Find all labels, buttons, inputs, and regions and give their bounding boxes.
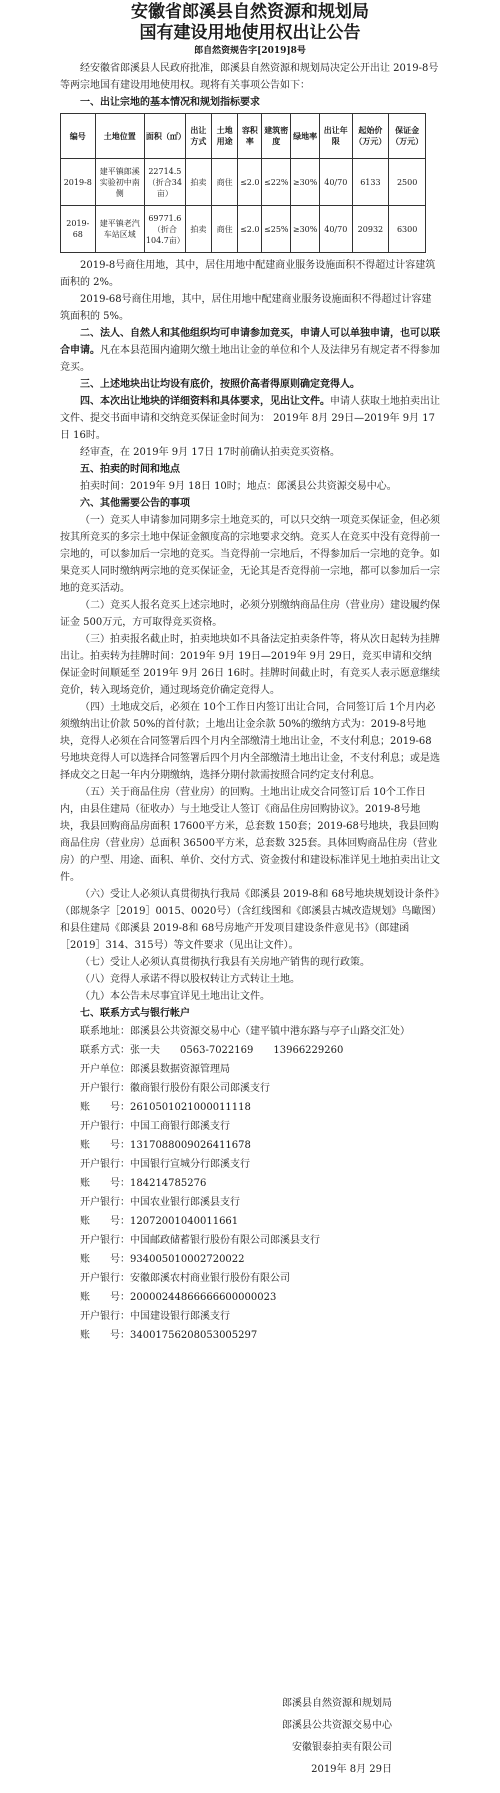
table-cell: 69771.6（折合104.7亩） bbox=[144, 206, 185, 253]
table-row bbox=[61, 159, 426, 206]
page-subtitle: 国有建设用地使用权出让公告 bbox=[139, 23, 361, 43]
table-cell: 40/70 bbox=[320, 159, 353, 206]
table-cell: 6300 bbox=[389, 206, 426, 253]
item-3: （三）拍卖报名截止时，拍卖地块如不具备法定拍卖条件等，将从次日起转为挂牌出让。拍卖转为挂牌时间：2019年 9月 19日—2019年 9月 29日，竞买申请和交纳保证金时间顺延至 2019年 9月 26日 16时。挂牌时间截止时，有竞买人表示愿意继续竞价，转入现场竞价，通过现场竞价确定竞得人。 bbox=[60, 634, 440, 696]
bank-account: 账 号：2610501021000011118 bbox=[80, 1102, 251, 1113]
issuer-3: 安徽银泰拍卖有限公司 bbox=[292, 1742, 392, 1753]
item-7: （七）受让人必须认真贯彻执行我县有关房地产销售的现行政策。 bbox=[80, 957, 370, 968]
bank-name: 开户银行：中国工商银行郎溪支行 bbox=[80, 1121, 230, 1132]
table-cell: ≤2.0 bbox=[238, 206, 262, 253]
table-row bbox=[61, 206, 426, 253]
parcel-table bbox=[60, 113, 426, 253]
bank-name: 开户银行：中国邮政储蓄银行股份有限公司郎溪县支行 bbox=[80, 1235, 320, 1246]
table-cell: 商住 bbox=[212, 159, 238, 206]
table-cell: ≤22% bbox=[262, 159, 291, 206]
page-header bbox=[0, 0, 500, 58]
section6-heading: 六、其他需要公告的事项 bbox=[80, 498, 190, 509]
table-cell: 2500 bbox=[389, 159, 426, 206]
item-4: （四）土地成交后，必须在 10个工作日内签订出让合同，合同签订后 1个月内必须缴纳出让价款 50%的首付款；土地出让金余款 50%的缴纳方式为：2019-8号地块，竞得人必须在合同签署后四个月内全部缴清土地出让金，不支付利息；2019-68号地块竞得人可以选择合同签署后四个月内全部缴清土地出让金，不支付利息；或是选择成交之日起一年内分期缴纳，选择分期付款需按照合同约定支付利息。 bbox=[60, 702, 440, 781]
table-cell: ≤2.0 bbox=[238, 159, 262, 206]
table-cell: ≥30% bbox=[291, 159, 320, 206]
table-header-cell: 建筑密度 bbox=[262, 114, 291, 159]
section2-paragraph bbox=[60, 325, 440, 376]
contact-phone: 联系方式：张一夫 0563-7022169 13966229260 bbox=[80, 1045, 344, 1056]
section3-heading: 三、上述地块出让均设有底价，按照价高者得原则确定竞得人。 bbox=[80, 379, 360, 390]
table-header-cell: 土地位置 bbox=[95, 114, 144, 159]
bank-name: 开户银行：中国建设银行郎溪支行 bbox=[80, 1311, 230, 1322]
item-9: （九）本公告未尽事宜详见土地出让文件。 bbox=[80, 991, 270, 1002]
table-header-cell: 保证金（万元） bbox=[389, 114, 426, 159]
table-cell: 建平镇郎溪实验初中南侧 bbox=[95, 159, 144, 206]
section2-heading: 二、法人、自然人和其他组织均可申请参加竞买，申请人可以单独申请，也可以联合申请。 bbox=[60, 328, 440, 356]
item-8: （八）竞得人承诺不得以股权转让方式转让土地。 bbox=[80, 974, 300, 985]
table-header-cell: 面积（㎡） bbox=[144, 114, 185, 159]
section4-heading: 四、本次出让地块的详细资料和具体要求，见出让文件。 bbox=[80, 396, 330, 407]
note-2019-8: 2019-8号商住用地，其中，居住用地中配建商业服务设施面积不得超过计容建筑面积的 2%。 bbox=[60, 260, 436, 288]
bank-name: 开户银行：徽商银行股份有限公司郎溪支行 bbox=[80, 1083, 270, 1094]
table-cell: 20932 bbox=[352, 206, 389, 253]
table-cell: 拍卖 bbox=[185, 206, 211, 253]
table-header-cell: 出让年限 bbox=[320, 114, 353, 159]
table-cell: 6133 bbox=[352, 159, 389, 206]
table-cell: ≤25% bbox=[262, 206, 291, 253]
contact-info bbox=[60, 1022, 440, 1345]
table-header-cell: 土地用途 bbox=[212, 114, 238, 159]
issue-date: 2019年 8月 29日 bbox=[311, 1764, 392, 1775]
bank-name: 开户银行：中国银行宣城分行郎溪支行 bbox=[80, 1159, 250, 1170]
table-cell: ≥30% bbox=[291, 206, 320, 253]
bank-account: 账 号：34001756208053005297 bbox=[80, 1330, 258, 1341]
table-cell: 2019-8 bbox=[61, 159, 96, 206]
auction-time-place: 拍卖时间：2019年 9月 18日 10时；地点：郎溪县公共资源交易中心。 bbox=[80, 481, 397, 492]
item-6: （六）受让人必须认真贯彻执行我局《郎溪县 2019-8和 68号地块规划设计条件》（郎规条字［2019］0015、0020号）（含红线图和《郎溪县古城改造规划》鸟瞰图）和县住建局《郎溪县 2019-8和 68号房地产开发项目建设条件意见书》（郎建函［2019］314、315号）等文件要求（见出让文件）。 bbox=[60, 889, 440, 951]
table-cell: 22714.5（折合34亩） bbox=[144, 159, 185, 206]
table-cell: 2019-68 bbox=[61, 206, 96, 253]
bank-account: 账 号：1317088009026411678 bbox=[80, 1140, 251, 1151]
account-holder: 开户单位：郎溪县数据资源管理局 bbox=[80, 1064, 230, 1075]
bank-account: 账 号：12072001040011661 bbox=[80, 1216, 239, 1227]
bank-name: 开户银行：中国农业银行郎溪县支行 bbox=[80, 1197, 240, 1208]
note-2019-68: 2019-68号商住用地，其中，居住用地中配建商业服务设施面积不得超过计容建筑面积的 5%。 bbox=[60, 294, 432, 322]
table-cell: 商住 bbox=[212, 206, 238, 253]
table-header-cell: 起始价（万元） bbox=[352, 114, 389, 159]
table-header-cell: 绿地率 bbox=[291, 114, 320, 159]
qualification-confirmation: 经审查，在 2019年 9月 17日 17时前确认拍卖竞买资格。 bbox=[80, 447, 340, 458]
item-2: （二）竞买人报名竞买上述宗地时，必须分别缴纳商品住房（营业房）建设履约保证金 500万元，方可取得竞买资格。 bbox=[60, 600, 440, 628]
bank-account: 账 号：20000244866666600000023 bbox=[80, 1292, 277, 1303]
item-1: （一）竞买人申请参加同期多宗土地竞买的，可以只交纳一项竞买保证金，但必须按其所竞买的多宗土地中保证金额度高的宗地要求交纳。竞买人在竞买中没有竞得前一宗地的，可以参加后一宗地的竞买。当竞得前一宗地后，不得参加后一宗地的竞争。如果竞买人同时缴纳两宗地的竞买保证金，无论其是否竞得前一宗地，都可以参加后一宗地的竞买活动。 bbox=[60, 515, 440, 594]
table-cell: 40/70 bbox=[320, 206, 353, 253]
bank-account: 账 号：934005010002720022 bbox=[80, 1254, 245, 1265]
section2-text: 凡在本县范围内逾期欠缴土地出让金的单位和个人及法律另有规定者不得参加竞买。 bbox=[60, 345, 440, 373]
section4-text: 申请人获取土地拍卖出让文件、提交书面申请和交纳竞买保证金时间为： 2019年 8月 29日—2019年 9月 17日 16时。 bbox=[60, 396, 440, 441]
table-cell: 建平镇老汽车站区域 bbox=[95, 206, 144, 253]
document-number: 郎自然资规告字[2019]8号 bbox=[194, 46, 306, 56]
bank-name: 开户银行：安徽郎溪农村商业银行股份有限公司 bbox=[80, 1273, 290, 1284]
bank-account: 账 号：184214785276 bbox=[80, 1178, 207, 1189]
table-header-cell: 容积率 bbox=[238, 114, 262, 159]
announcement-body bbox=[0, 60, 500, 1345]
contact-address: 联系地址：郎溪县公共资源交易中心（建平镇中港东路与亭子山路交汇处） bbox=[80, 1026, 410, 1037]
section1-heading: 一、出让宗地的基本情况和规划指标要求 bbox=[80, 97, 260, 108]
section4-paragraph bbox=[60, 393, 440, 444]
intro-paragraph: 经安徽省郎溪县人民政府批准，郎溪县自然资源和规划局决定公开出让 2019-8号等两宗地国有建设用地使用权。现将有关事项公告如下： bbox=[60, 63, 439, 91]
table-header-cell: 出让方式 bbox=[185, 114, 211, 159]
item-5: （五）关于商品住房（营业房）的回购。土地出让成交合同签订后 10个工作日内，由县住建局（征收办）与土地受让人签订《商品住房回购协议》。2019-8号地块，我县回购商品房面积 17600平方米，总套数 150套；2019-68号地块，我县回购商品住房（营业房）总面积 36500平方米，总套数 325套。具体回购商品住房（营业房）的户型、用途、面积、单价、交付方式、资金拨付和建设标准详见土地拍卖出让文件。 bbox=[60, 787, 440, 883]
table-cell: 拍卖 bbox=[185, 159, 211, 206]
issuer-1: 郎溪县自然资源和规划局 bbox=[282, 1698, 392, 1709]
page-title: 安徽省郎溪县自然资源和规划局 bbox=[131, 2, 369, 22]
signature-block bbox=[0, 1693, 500, 1781]
section7-heading: 七、联系方式与银行帐户 bbox=[80, 1008, 190, 1019]
table-header-cell: 编号 bbox=[61, 114, 96, 159]
issuer-2: 郎溪县公共资源交易中心 bbox=[282, 1720, 392, 1731]
section5-heading: 五、拍卖的时间和地点 bbox=[80, 464, 180, 475]
table-header-row bbox=[61, 114, 426, 159]
